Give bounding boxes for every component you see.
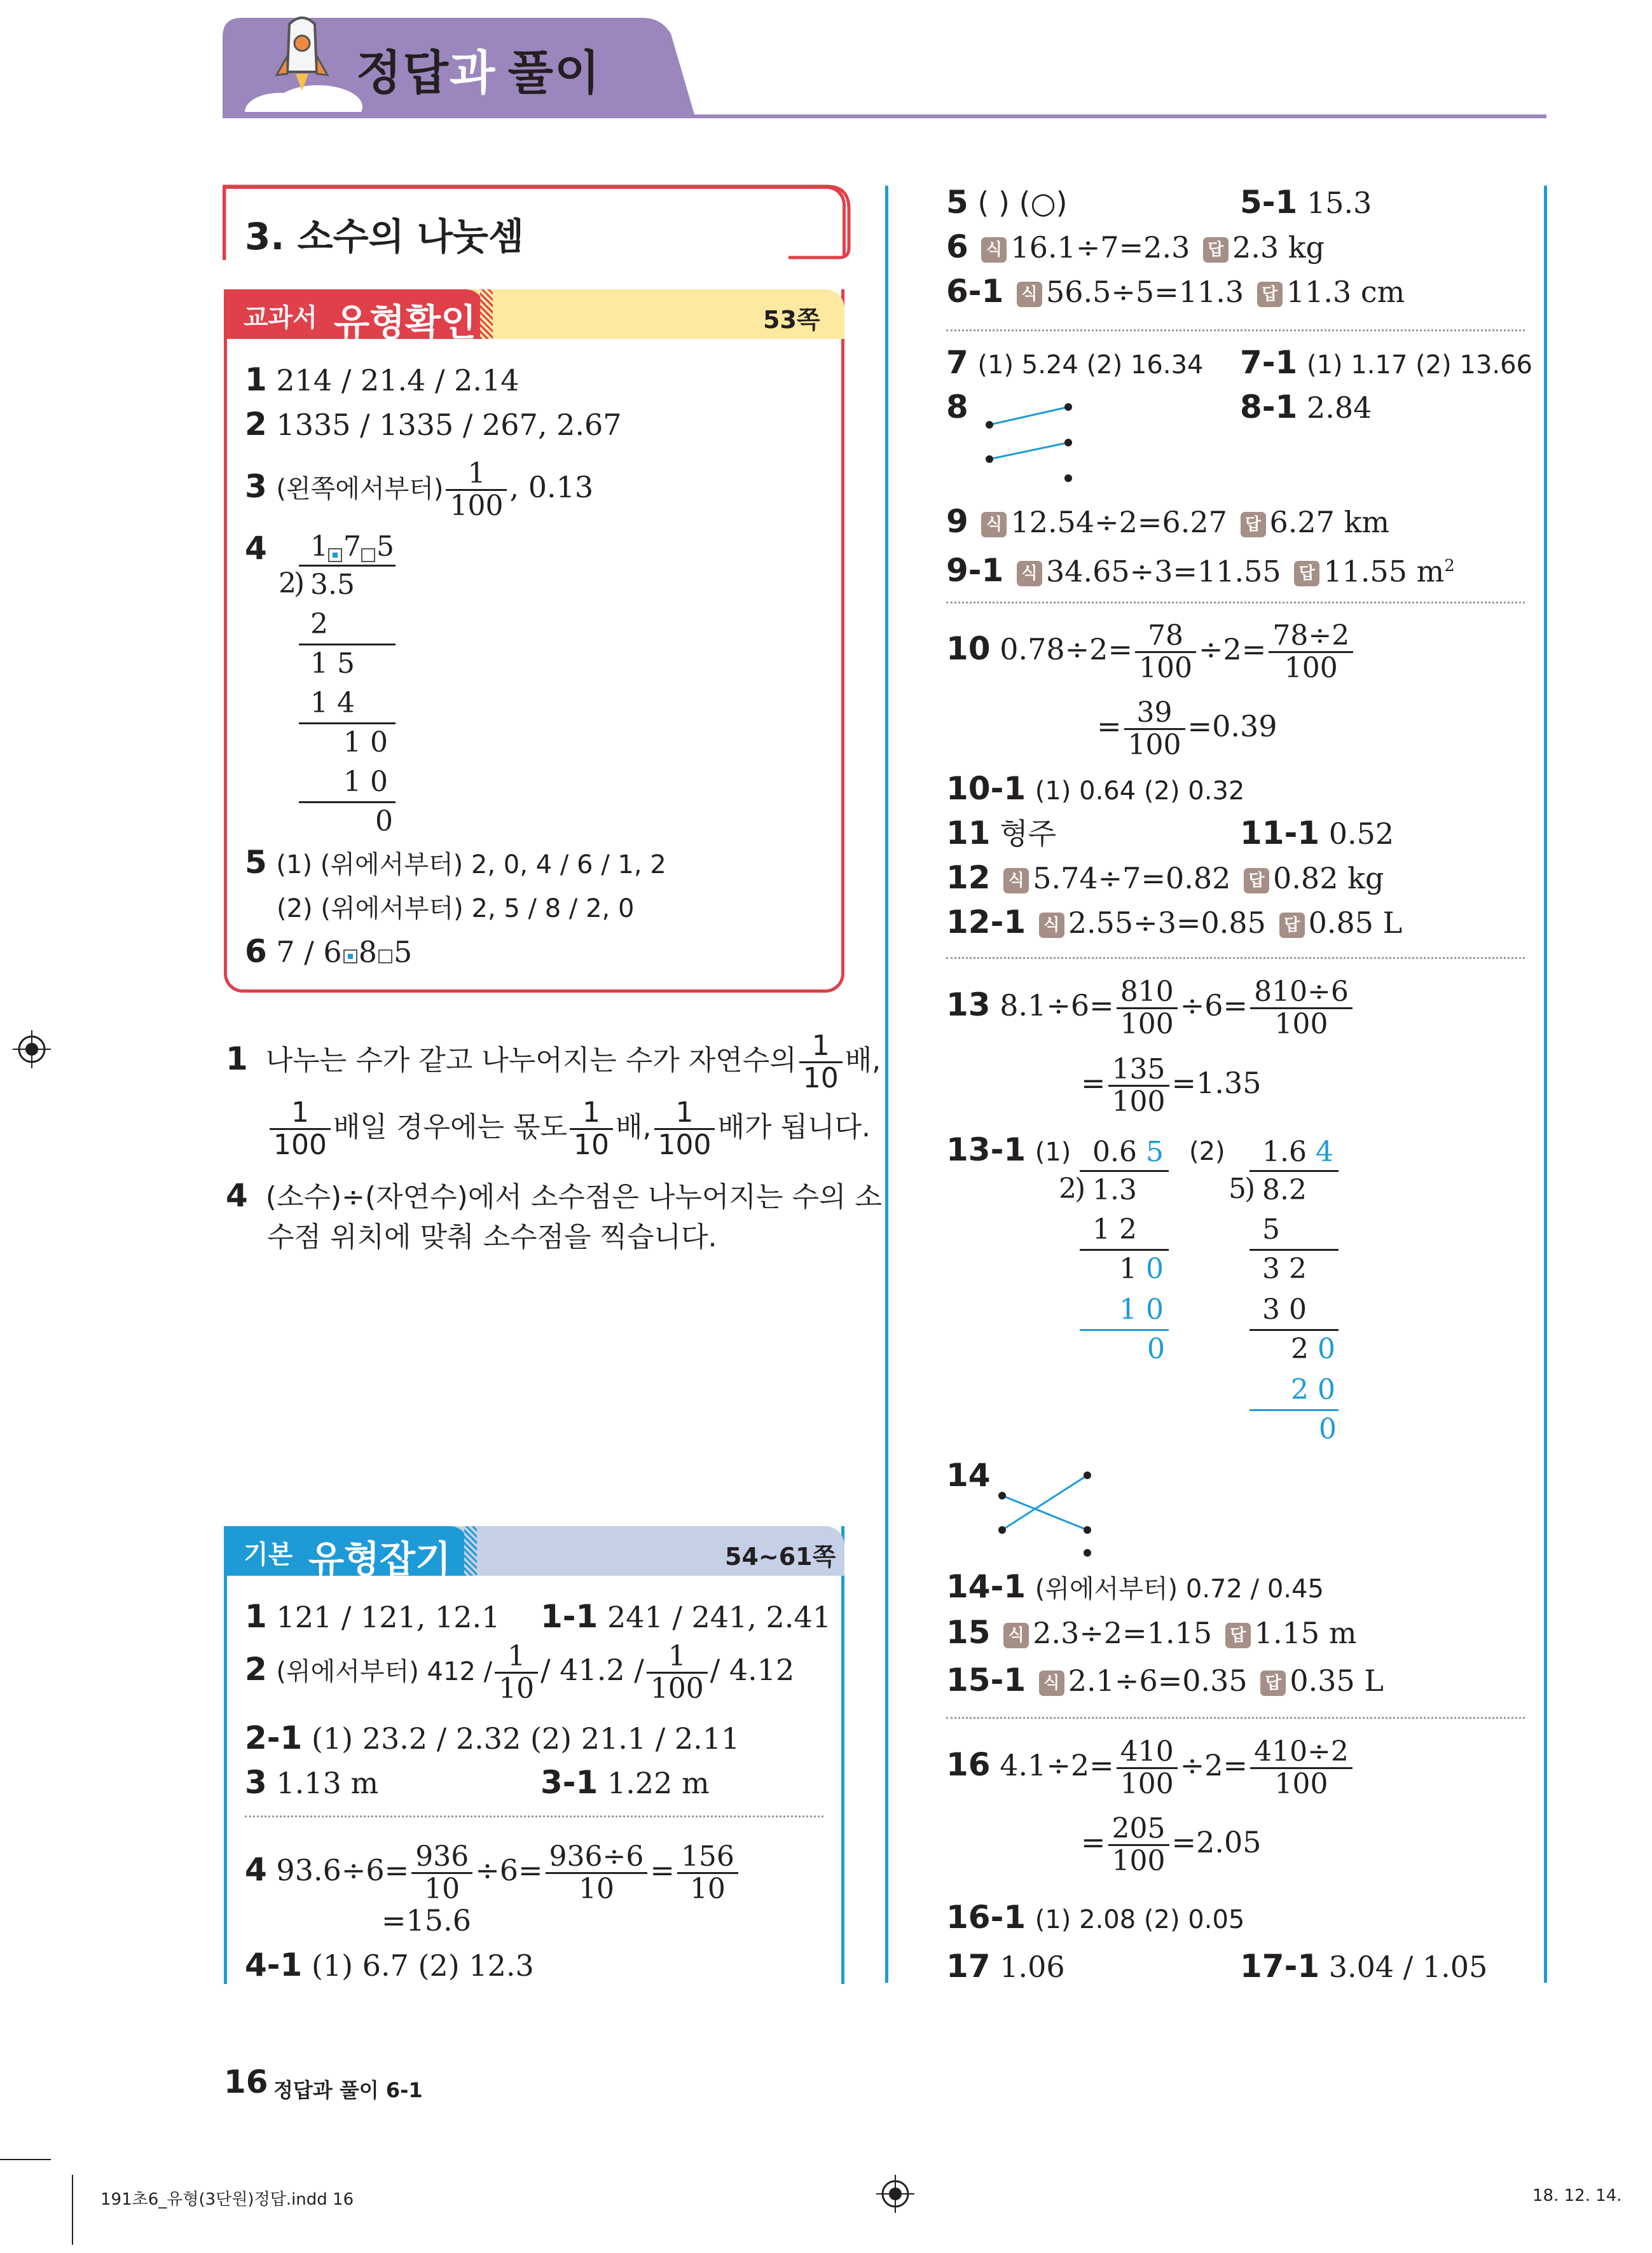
- explain-4-line2: 수점 위치에 맞춰 소수점을 찍습니다.: [267, 1221, 717, 1253]
- right-item-8-1: 8-1 2.84: [1240, 389, 1372, 425]
- right-column-border-right: [1544, 186, 1547, 1983]
- footer-page-title: 정답과 풀이 6-1: [273, 2078, 423, 2102]
- right-item-10-line2: = $\frac{39}{100}$ =0.39: [1097, 696, 1277, 761]
- box2-item-3: 3 1.13 m: [245, 1764, 379, 1801]
- box2-item-4-1: 4-1 (1) 6.7 (2) 12.3: [245, 1946, 534, 1983]
- registration-mark-icon: [876, 2175, 914, 2213]
- footer-page-number: 16: [224, 2064, 268, 2100]
- right-item-9: 9 식 12.54÷2=6.27 답 6.27 km: [946, 503, 1390, 540]
- crop-mark: [0, 2159, 51, 2160]
- right-item-15-1: 15-1 식 2.1÷6=0.35 답 0.35 L: [946, 1662, 1384, 1698]
- right-item-13-1-part2: (2): [1189, 1137, 1225, 1166]
- box1-item-6: 6 7 / 6 8 5: [245, 933, 413, 970]
- right-item-12-1: 12-1 식 2.55÷3=0.85 답 0.85 L: [946, 904, 1403, 940]
- right-item-13: 13 8.1÷6= $\frac{810}{100}$ ÷6= $\frac{810\div 6}{100}$: [946, 970, 1355, 1040]
- divider: [946, 602, 1525, 603]
- header-title-b: 과: [449, 46, 497, 100]
- right-item-6-1: 6-1 식 56.5÷5=11.3 답 11.3 cm: [946, 273, 1405, 310]
- right-item-14: 14: [946, 1457, 991, 1494]
- matching-diagram-14: [992, 1469, 1106, 1564]
- divider: [946, 329, 1525, 331]
- right-item-16-line2: = $\frac{205}{100}$ =2.05: [1081, 1812, 1262, 1877]
- box2-title: 유형잡기: [308, 1538, 451, 1581]
- right-item-10-1: 10-1 (1) 0.64 (2) 0.32: [946, 770, 1245, 807]
- box2-item-1: 1 121 / 121, 12.1: [245, 1598, 500, 1635]
- box1-item-5b: (2) (위에서부터) 2, 5 / 8 / 2, 0: [277, 894, 635, 923]
- box2-item-4: 4 93.6÷6= $\frac{936}{10}$ ÷6= $\frac{936\div 6}{10}$ = $\frac{156}{10}$: [245, 1835, 741, 1905]
- right-item-8: 8: [946, 389, 968, 425]
- right-item-14-1: 14-1 (위에서부터) 0.72 / 0.45: [946, 1568, 1324, 1605]
- section-title: 3. 소수의 나눗셈: [245, 215, 524, 258]
- right-item-11: 11 형주: [946, 815, 1057, 851]
- right-item-11-1: 11-1 0.52: [1240, 815, 1394, 851]
- matching-diagram-8: [979, 394, 1094, 490]
- box2-tag: 기본: [244, 1540, 293, 1569]
- right-item-16-1: 16-1 (1) 2.08 (2) 0.05: [946, 1899, 1245, 1936]
- right-column-border-left: [885, 186, 888, 1983]
- right-item-16: 16 4.1÷2= $\frac{410}{100}$ ÷2= $\frac{410\div 2}{100}$: [946, 1730, 1355, 1800]
- header-banner: [223, 18, 1546, 118]
- right-item-5: 5 ( ) (○): [946, 184, 1068, 221]
- box1-item-4-number: 4: [245, 530, 267, 567]
- right-item-17: 17 1.06: [946, 1948, 1065, 1985]
- divider: [946, 1717, 1525, 1719]
- divider: [245, 1815, 823, 1817]
- right-item-7-1: 7-1 (1) 1.17 (2) 13.66: [1240, 344, 1533, 381]
- box1-item-3: 3 (왼쪽에서부터) $\frac{1}{100}$ , 0.13: [245, 457, 594, 522]
- box1-page: 53쪽: [763, 306, 820, 334]
- right-item-6: 6 식 16.1÷7=2.3 답 2.3 kg: [946, 228, 1325, 265]
- box1-item-1: 1 214 / 21.4 / 2.14: [245, 361, 520, 398]
- box1-title: 유형확인: [334, 301, 477, 344]
- footer-file-name: 191초6_유형(3단원)정답.indd 16: [100, 2190, 354, 2209]
- right-item-15: 15 식 2.3÷2=1.15 답 1.15 m: [946, 1614, 1357, 1651]
- right-item-13-1: 13-1 (1): [946, 1131, 1071, 1168]
- explain-1-line1: 1 나누는 수가 같고 나누어지는 수가 자연수의 $\frac{1}{10}$ 배,: [226, 1029, 881, 1094]
- header-title-a: 정답: [356, 46, 450, 100]
- right-item-7: 7 (1) 5.24 (2) 16.34: [946, 344, 1204, 381]
- box2-page: 54~61쪽: [725, 1543, 836, 1571]
- header-title-c: 풀이: [507, 46, 602, 100]
- crop-mark: [72, 2175, 73, 2245]
- right-item-10: 10 0.78÷2= $\frac{78}{100}$ ÷2= $\frac{78\div 2}{100}$: [946, 614, 1356, 684]
- box2-item-4-line2: =15.6: [382, 1903, 471, 1938]
- box1-tag: 교과서: [244, 303, 317, 333]
- footer-date: 18. 12. 14.: [1532, 2186, 1622, 2205]
- box2-item-1-1: 1-1 241 / 241, 2.41: [540, 1598, 831, 1635]
- box2-item-2-1: 2-1 (1) 23.2 / 2.32 (2) 21.1 / 2.11: [245, 1719, 740, 1756]
- right-item-17-1: 17-1 3.04 / 1.05: [1240, 1948, 1488, 1985]
- box2-item-2: 2 (위에서부터) 412 / $\frac{1}{10}$ / 41.2 / $\frac{1}{100}$ / 4.12: [245, 1639, 795, 1705]
- divider: [946, 957, 1525, 959]
- right-item-12: 12 식 5.74÷7=0.82 답 0.82 kg: [946, 859, 1384, 896]
- explain-4-line1: 4 (소수)÷(자연수)에서 소수점은 나누어지는 수의 소: [226, 1177, 882, 1214]
- right-item-9-1: 9-1 식 34.65÷3=11.55 답 11.55 $m^2$: [946, 552, 1455, 589]
- box1-item-2: 2 1335 / 1335 / 267, 2.67: [245, 406, 622, 443]
- box1-item-5a: 5 (1) (위에서부터) 2, 0, 4 / 6 / 1, 2: [245, 844, 666, 881]
- box2-item-3-1: 3-1 1.22 m: [540, 1764, 710, 1801]
- rocket-icon: [242, 11, 362, 112]
- right-item-13-line2: = $\frac{135}{100}$ =1.35: [1081, 1052, 1262, 1118]
- explain-1-line2: $\frac{1}{100}$ 배일 경우에는 몫도 $\frac{1}{10}$ 배, $\frac{1}{100}$ 배가 됩니다.: [267, 1092, 871, 1162]
- right-item-5-1: 5-1 15.3: [1240, 184, 1372, 221]
- registration-mark-icon: [13, 1030, 51, 1068]
